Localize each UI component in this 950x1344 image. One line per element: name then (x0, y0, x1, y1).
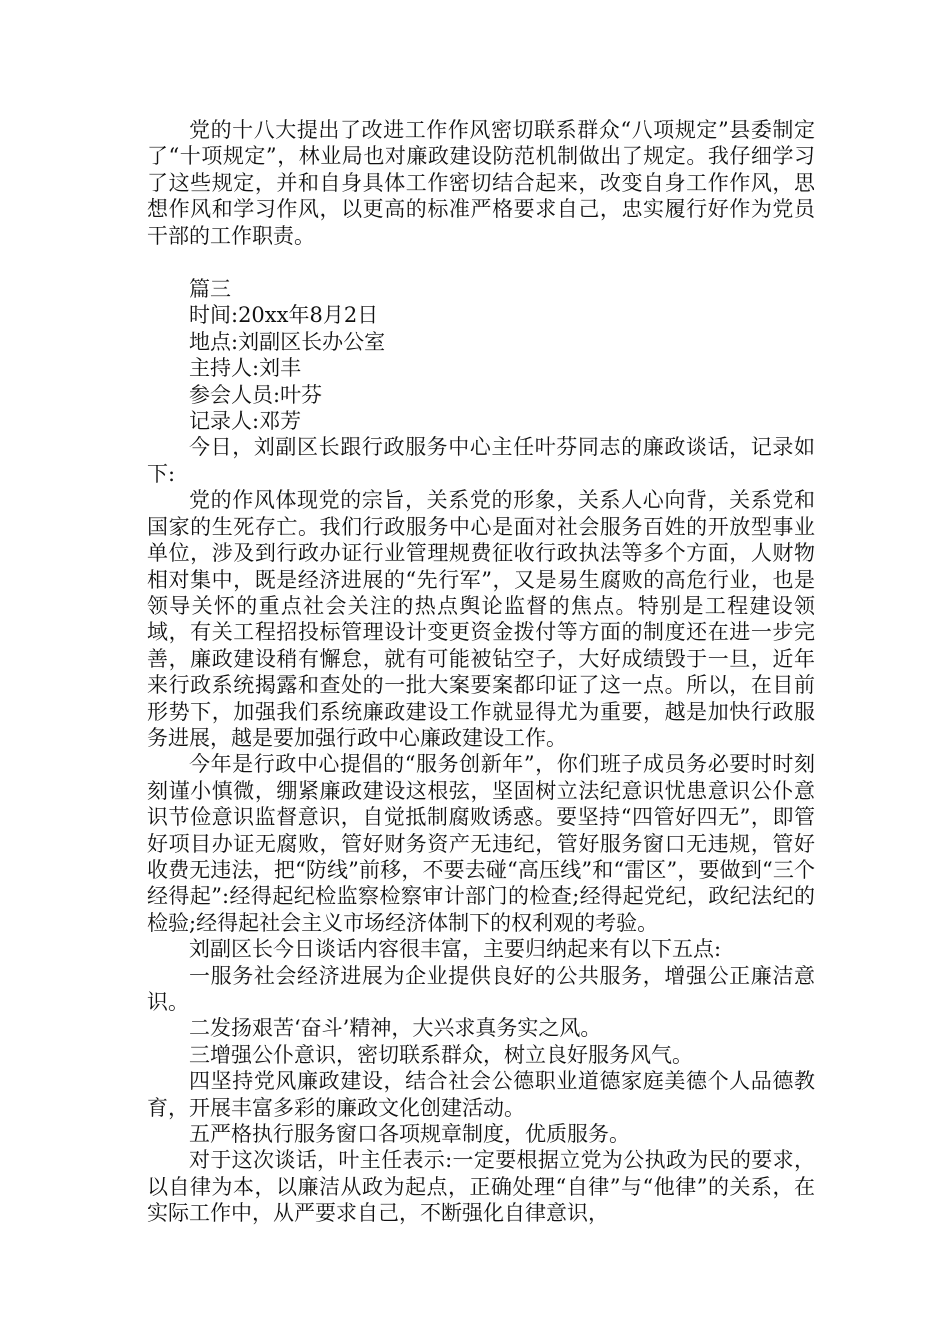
meeting-attendees: 参会人员:叶芬 (189, 382, 323, 407)
meeting-time: 时间:20xx年8月2日 (189, 303, 379, 328)
meeting-place: 地点:刘副区长办公室 (189, 329, 386, 354)
section-gap (147, 249, 815, 276)
body-paragraph: 三增强公仆意识，密切联系群众，树立良好服务风气。 (189, 1042, 693, 1067)
body-paragraph: 二发扬艰苦‘奋斗’精神，大兴求真务实之风。 (189, 1016, 602, 1041)
intro-paragraph: 党的十八大提出了改进工作作风密切联系群众“八项规定”县委制定了“十项规定”，林业局也对廉政建设防范机制做出了规定。我仔细学习了这些规定，并和自身具体工作密切结合起来，改变自身工作作风，思想作风和学习作风，以更高的标准严格要求自己，忠实履行好作为党员干部的工作职责。 (147, 118, 815, 248)
body-paragraph: 一服务社会经济进展为企业提供良好的公共服务，增强公正廉洁意识。 (147, 963, 815, 1014)
section-title: 篇三 (189, 277, 231, 302)
body-paragraph: 对于这次谈话，叶主任表示:一定要根据立党为公执政为民的要求，以自律为本，以廉洁从政为起点，正确处理“自律”与“他律”的关系，在实际工作中，从严要求自己，不断强化自律意识， (147, 1148, 815, 1226)
document-page (147, 117, 815, 1227)
body-paragraph: 刘副区长今日谈话内容很丰富，主要归纳起来有以下五点: (189, 937, 722, 962)
body-paragraph: 今日，刘副区长跟行政服务中心主任叶芬同志的廉政谈话，记录如下: (147, 435, 815, 486)
body-paragraph: 四坚持党风廉政建设，结合社会公德职业道德家庭美德个人品德教育，开展丰富多彩的廉政文化创建活动。 (147, 1069, 815, 1120)
body-paragraph: 党的作风体现党的宗旨，关系党的形象，关系人心向背，关系党和国家的生死存亡。我们行政服务中心是面对社会服务百姓的开放型事业单位，涉及到行政办证行业管理规费征收行政执法等多个方面，人财物相对集中，既是经济进展的“先行军”，又是易生腐败的高危行业，也是领导关怀的重点社会关注的热点舆论监督的焦点。特别是工程建设领域，有关工程招投标管理设计变更资金拨付等方面的制度还在进一步完善，廉政建设稍有懈怠，就有可能被钻空子，大好成绩毁于一旦，近年来行政系统揭露和查处的一批大案要案都印证了这一点。所以，在目前形势下，加强我们系统廉政建设工作就显得尤为重要，越是加快行政服务进展，越是要加强行政中心廉政建设工作。 (147, 488, 815, 750)
meeting-recorder: 记录人:邓芳 (189, 409, 302, 434)
body-paragraph: 五严格执行服务窗口各项规章制度，优质服务。 (189, 1122, 630, 1147)
meeting-host: 主持人:刘丰 (189, 356, 302, 381)
body-paragraph: 今年是行政中心提倡的“服务创新年”，你们班子成员务必要时时刻刻谨小慎微，绷紧廉政建设这根弦，坚固树立法纪意识忧患意识公仆意识节俭意识监督意识，自觉抵制腐败诱惑。要坚持“四管好四无”，即管好项目办证无腐败，管好财务资产无违纪，管好服务窗口无违规，管好收费无违法，把“防线”前移，不要去碰“高压线”和“雷区”，要做到“三个经得起”:经得起纪检监察检察审计部门的检查;经得起党纪，政纪法纪的检验;经得起社会主义市场经济体制下的权利观的考验。 (147, 752, 815, 935)
